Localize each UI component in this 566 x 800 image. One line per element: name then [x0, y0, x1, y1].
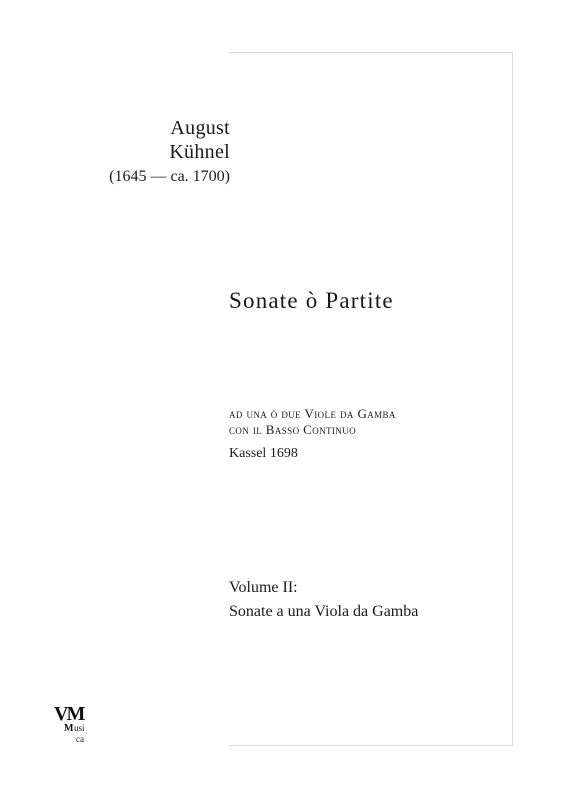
- composer-last-name: Kühnel: [169, 141, 230, 163]
- frame-bottom-rule: [229, 745, 513, 746]
- svg-text:VM: VM: [54, 703, 84, 725]
- frame-top-rule: [229, 52, 513, 53]
- svg-text:M: M: [64, 723, 74, 734]
- svg-text:usi: usi: [74, 723, 85, 733]
- svg-text:ca: ca: [76, 734, 84, 744]
- composer-first-name: August: [170, 117, 230, 139]
- composer-dates: (1645 — ca. 1700): [109, 168, 230, 185]
- composer-block: [109, 116, 230, 188]
- frame-right-rule: [512, 52, 513, 746]
- work-subtitle: [229, 406, 396, 438]
- subtitle-line-2: con il Basso Continuo: [229, 422, 356, 437]
- publisher-logo: [54, 700, 96, 748]
- subtitle-line-1: ad una ò due Viole da Gamba: [229, 406, 396, 421]
- work-title: Sonate ò Partite: [229, 288, 394, 313]
- volume-description: Sonate a una Viola da Gamba: [229, 603, 419, 620]
- volume-block: [229, 576, 418, 624]
- volume-label: Volume II:: [229, 579, 298, 596]
- place-date: Kassel 1698: [229, 446, 298, 461]
